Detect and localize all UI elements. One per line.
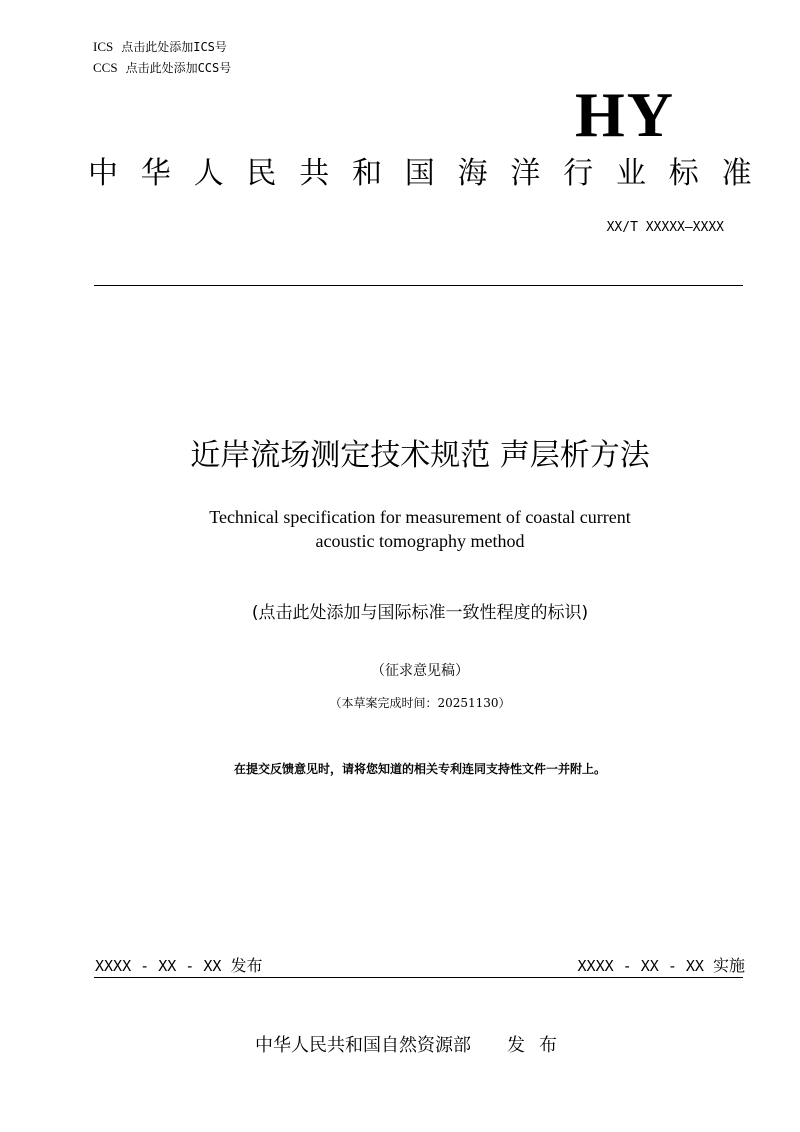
header-divider xyxy=(94,285,743,286)
implement-date-value: XXXX - XX - XX xyxy=(577,957,704,975)
implement-date-label: 实施 xyxy=(712,956,745,975)
ccs-code-line xyxy=(93,61,231,75)
standard-category-title: 中华人民共和国海洋行业标准 xyxy=(88,156,775,191)
ics-label: ICS xyxy=(93,39,114,54)
ics-code-line xyxy=(93,40,227,54)
document-title-en-line2: acoustic tomography method xyxy=(315,531,525,551)
issue-date-value: XXXX - XX - XX xyxy=(95,957,222,975)
ccs-placeholder-field[interactable]: 点击此处添加CCS号 xyxy=(125,61,232,75)
patent-feedback-note: 在提交反馈意见时，请将您知道的相关专利连同支持性文件一并附上。 xyxy=(233,762,606,776)
consistency-placeholder-field[interactable]: (点击此处添加与国际标准一致性程度的标识) xyxy=(251,603,589,623)
standard-number: XX/T XXXXX—XXXX xyxy=(606,220,724,235)
draft-completion-date: （本草案完成时间：20251130） xyxy=(329,696,511,710)
footer-divider xyxy=(94,977,743,978)
issue-date-label: 发布 xyxy=(230,956,263,975)
draft-type-label: （征求意见稿） xyxy=(371,663,469,679)
document-title-cn: 近岸流场测定技术规范 声层析方法 xyxy=(190,438,650,473)
ics-placeholder-field[interactable]: 点击此处添加ICS号 xyxy=(121,40,227,54)
publisher-line xyxy=(255,1033,571,1059)
publisher-name: 中华人民共和国自然资源部 xyxy=(255,1035,471,1056)
ccs-label: CCS xyxy=(93,60,118,75)
publish-action-label: 发布 xyxy=(507,1035,571,1056)
hy-logo: HY xyxy=(575,79,675,150)
document-title-en-line1: Technical specification for measurement of coastal current xyxy=(209,507,631,527)
issue-date-field[interactable] xyxy=(95,955,262,977)
implement-date-field[interactable] xyxy=(505,955,745,977)
